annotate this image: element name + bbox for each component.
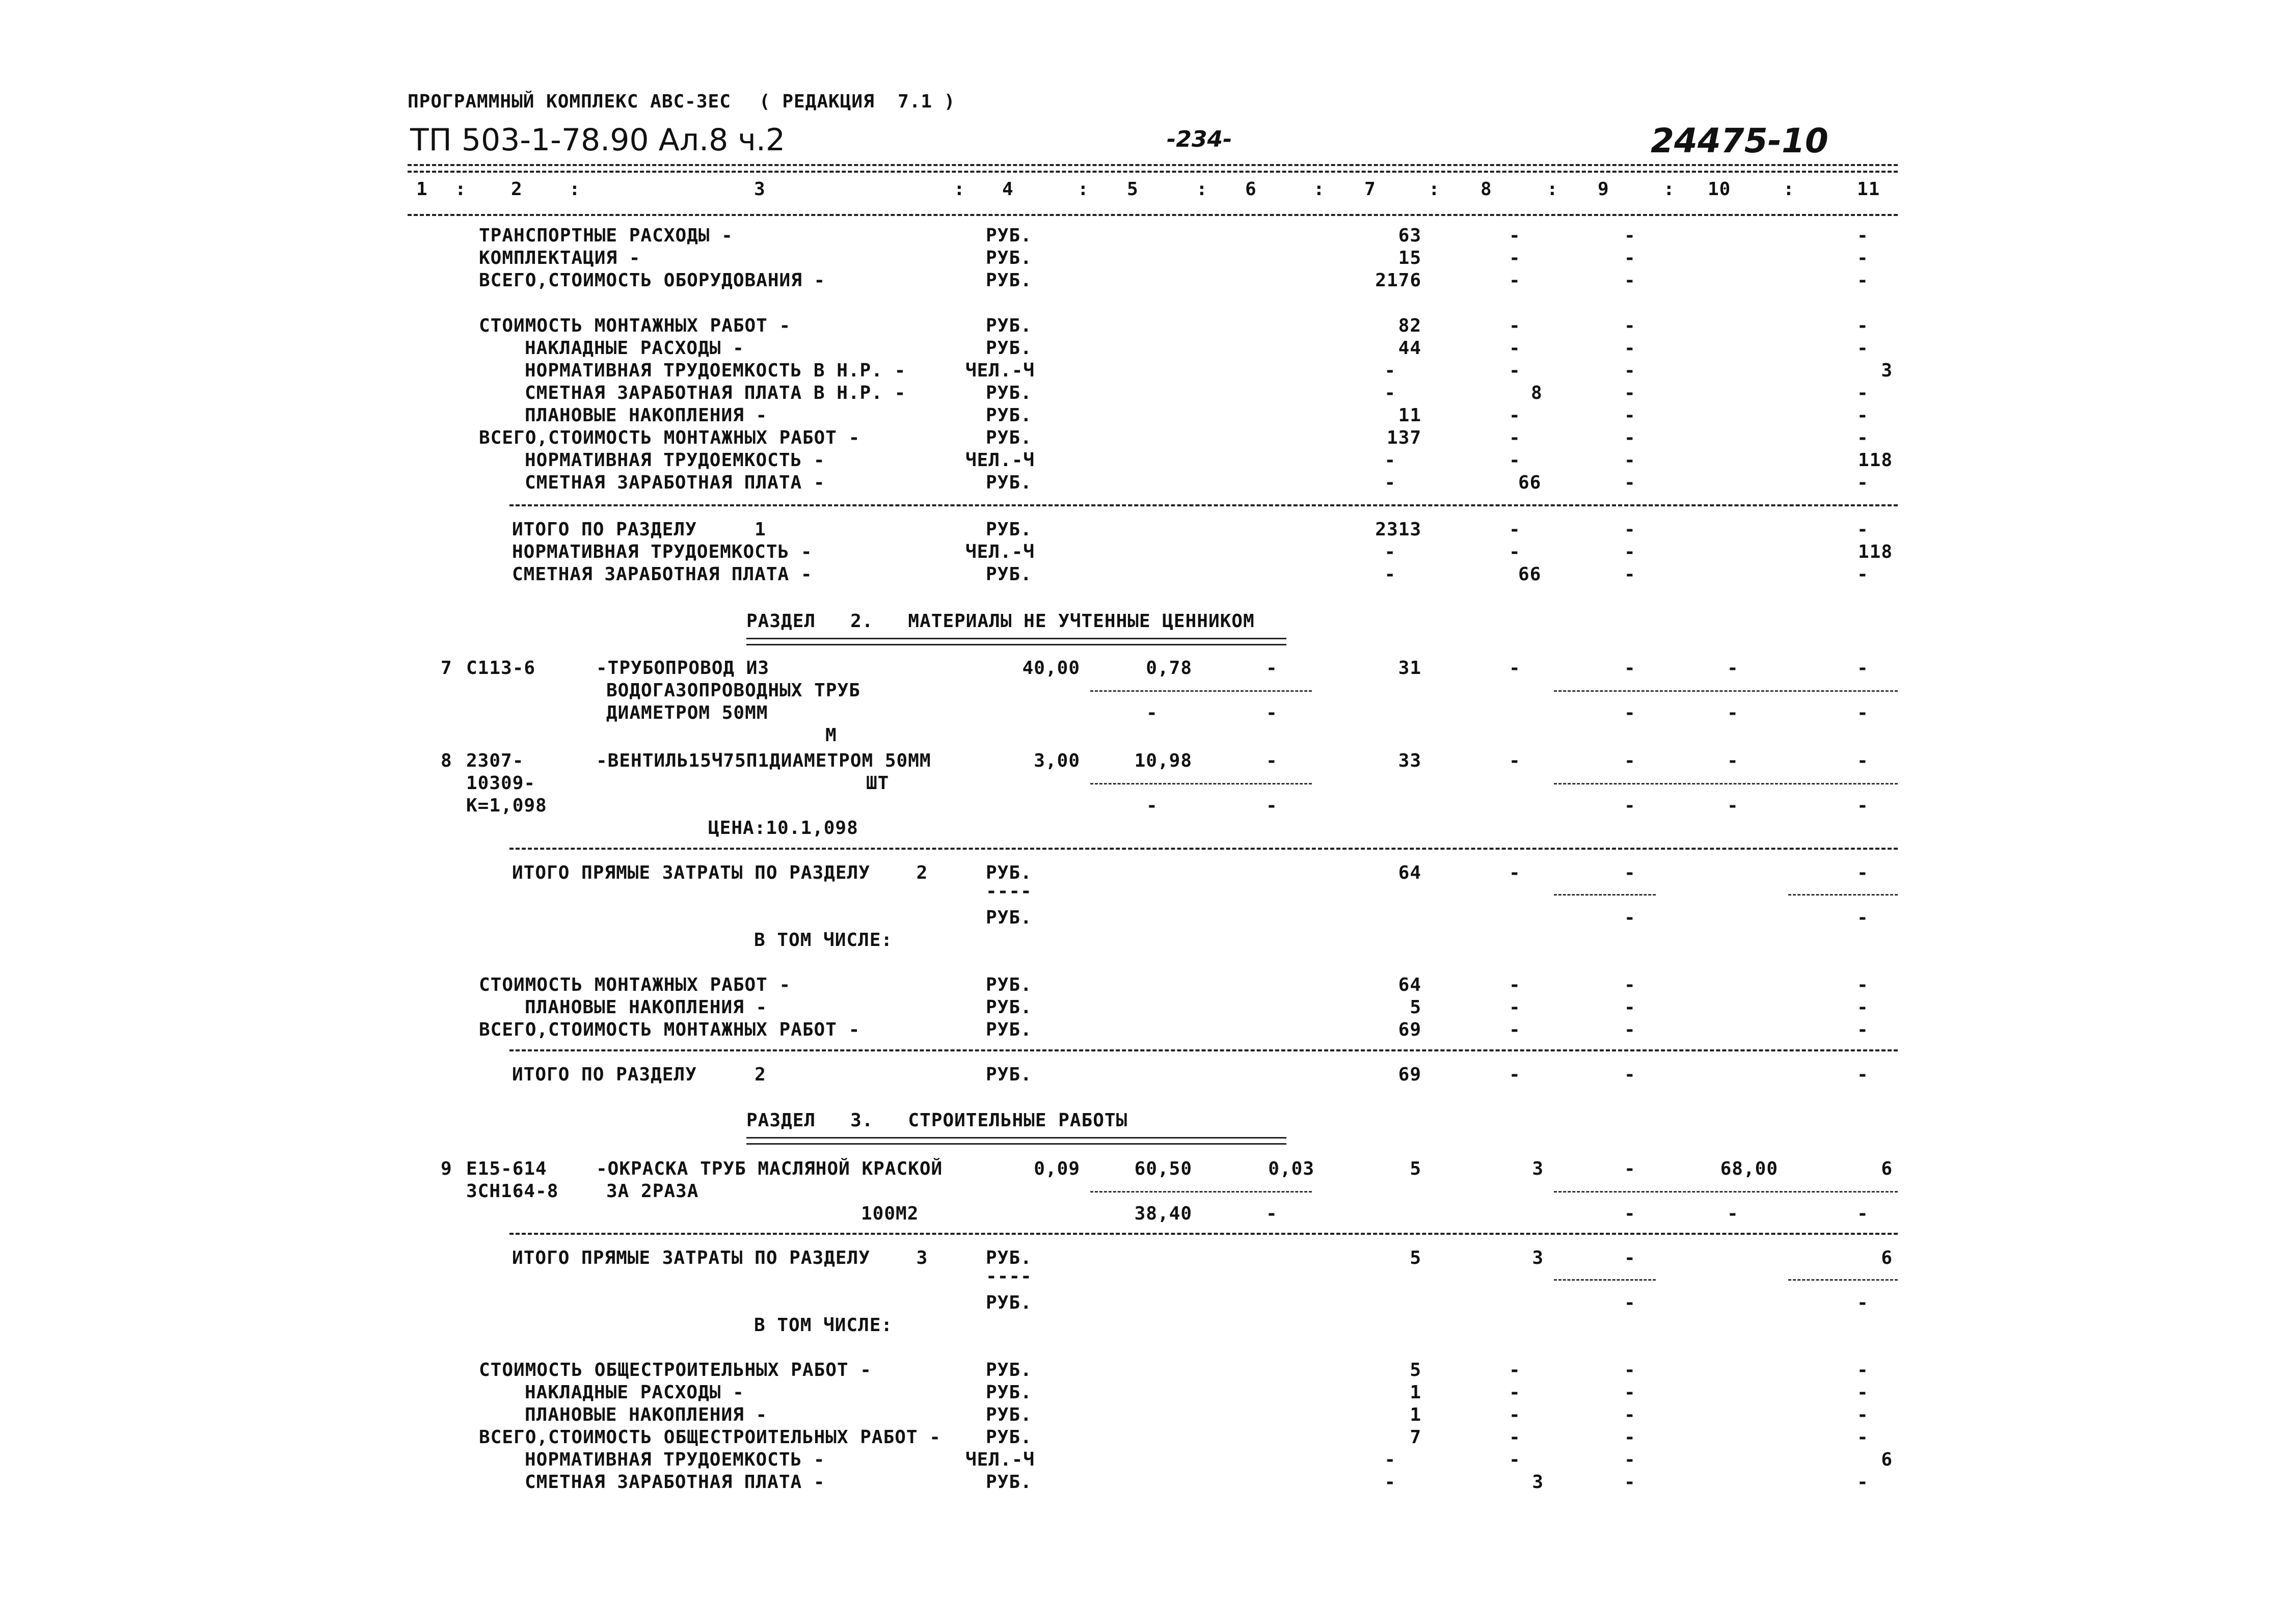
- item-code: 10309-: [466, 773, 536, 794]
- row-col9: -: [1624, 338, 1636, 359]
- row-unit: РУБ.: [986, 1360, 1032, 1381]
- total-unit: РУБ.: [986, 519, 1032, 540]
- item-code: ЗСН164-8: [466, 1181, 559, 1202]
- item-r2-col6: -: [1266, 795, 1278, 816]
- item-desc-line: -ВЕНТИЛЬ15Ч75П1ДИАМЕТРОМ 50ММ: [596, 750, 931, 771]
- row-label: ВСЕГО,СТОИМОСТЬ ОБОРУДОВАНИЯ -: [479, 270, 826, 291]
- item-number: 9: [441, 1158, 452, 1179]
- row-col8: -: [1509, 1404, 1521, 1425]
- item-col11: -: [1857, 658, 1869, 679]
- total-label: ИТОГО ПО РАЗДЕЛУ 1: [512, 519, 766, 540]
- row-col8: -: [1509, 975, 1521, 995]
- project-number: ТП 503-1-78.90 Ал.8 ч.2: [410, 122, 786, 158]
- item-r2-col5: -: [1146, 702, 1158, 723]
- total-col8: 66: [1518, 564, 1542, 585]
- section2-direct-rule: [509, 848, 1898, 850]
- header-rule-top: [408, 164, 1898, 166]
- total-col7: -: [1384, 542, 1396, 562]
- total-col11: -: [1857, 519, 1869, 540]
- row-col11: -: [1857, 1427, 1869, 1448]
- total-unit: РУБ.: [986, 1064, 1032, 1085]
- total-label: НОРМАТИВНАЯ ТРУДОЕМКОСТЬ -: [512, 542, 813, 562]
- including-label: В ТОМ ЧИСЛЕ:: [754, 1315, 893, 1336]
- row-col7: 2176: [1375, 270, 1421, 291]
- row-col11: -: [1857, 1472, 1869, 1493]
- row-label: ВСЕГО,СТОИМОСТЬ МОНТАЖНЫХ РАБОТ -: [479, 427, 860, 448]
- program-name: ПРОГРАММНЫЙ КОМПЛЕКС АВС-3ЕС: [408, 91, 731, 112]
- row-label: НАКЛАДНЫЕ РАСХОДЫ -: [525, 1382, 744, 1403]
- row-col11: -: [1857, 248, 1869, 268]
- row-unit: РУБ.: [986, 315, 1032, 336]
- row-col7: 11: [1398, 405, 1421, 426]
- item-desc-line: -ОКРАСКА ТРУБ МАСЛЯНОЙ КРАСКОЙ: [596, 1158, 943, 1179]
- item-code: С113-6: [466, 658, 536, 679]
- direct-total-unit: РУБ.: [986, 862, 1032, 883]
- item-r2-col9: -: [1624, 702, 1636, 723]
- row-col9: -: [1624, 248, 1636, 268]
- direct-total-subrule: [1788, 1279, 1898, 1281]
- row-col11: 6: [1881, 1449, 1893, 1470]
- row-col11: -: [1857, 472, 1869, 493]
- item-col10: -: [1727, 750, 1739, 771]
- row-col11: -: [1857, 270, 1869, 291]
- item-subrule: [1554, 690, 1898, 692]
- item-col6: 0,03: [1268, 1158, 1314, 1179]
- total-col7: 69: [1398, 1064, 1421, 1085]
- item-subrule: [1554, 1191, 1898, 1193]
- direct-total-col11: 6: [1881, 1248, 1893, 1268]
- section2-title: РАЗДЕЛ 2. МАТЕРИАЛЫ НЕ УЧТЕННЫЕ ЦЕННИКОМ: [746, 611, 1255, 632]
- row-label: СМЕТНАЯ ЗАРАБОТНАЯ ПЛАТА -: [525, 1472, 825, 1493]
- item-r2-col11: -: [1857, 795, 1869, 816]
- row-col8: -: [1509, 450, 1521, 471]
- row-unit: РУБ.: [986, 997, 1032, 1018]
- item-col9: -: [1624, 658, 1636, 679]
- item-col10: -: [1727, 658, 1739, 679]
- col-num-3: 3: [754, 179, 766, 200]
- direct-total-unit-2: РУБ.: [986, 907, 1032, 928]
- item-price: ЦЕНА:10.1,098: [708, 818, 858, 838]
- row-col9: -: [1624, 427, 1636, 448]
- row-col8: -: [1509, 1382, 1521, 1403]
- row-col7: -: [1384, 1449, 1396, 1470]
- row-label: НОРМАТИВНАЯ ТРУДОЕМКОСТЬ -: [525, 1449, 825, 1470]
- direct-total-subrule: [1554, 894, 1656, 896]
- item-col9: -: [1624, 750, 1636, 771]
- row-col8: 66: [1518, 472, 1542, 493]
- header-rule-bottom: [408, 214, 1898, 216]
- row-col9: -: [1624, 1449, 1636, 1470]
- row-col9: -: [1624, 1404, 1636, 1425]
- total-col7: -: [1384, 564, 1396, 585]
- row-col9: -: [1624, 1360, 1636, 1381]
- row-col8: -: [1509, 315, 1521, 336]
- item-col4: 40,00: [1022, 658, 1080, 679]
- item-r2-col6: -: [1266, 1203, 1278, 1224]
- row-col11: -: [1857, 225, 1869, 246]
- col-sep: :: [569, 179, 581, 200]
- row-col9: -: [1624, 975, 1636, 995]
- row-col8: -: [1509, 997, 1521, 1018]
- row-col11: -: [1857, 338, 1869, 359]
- direct-total-col9: -: [1624, 1248, 1636, 1268]
- item-unit: 100М2: [861, 1203, 919, 1224]
- item-col7: 31: [1398, 658, 1421, 679]
- total-col7: 2313: [1375, 519, 1421, 540]
- section3-direct-rule: [509, 1233, 1898, 1235]
- direct-total-unit-2: РУБ.: [986, 1292, 1032, 1313]
- row-col7: 137: [1386, 427, 1421, 448]
- item-number: 8: [441, 750, 452, 771]
- item-r2-col10: -: [1727, 1203, 1739, 1224]
- col-num-9: 9: [1598, 179, 1609, 200]
- row-col9: -: [1624, 225, 1636, 246]
- section2-title-underline: [746, 638, 1286, 645]
- total-col8: -: [1509, 1064, 1521, 1085]
- row-col7: 5: [1410, 997, 1421, 1018]
- direct-total-col7: 5: [1410, 1248, 1421, 1268]
- row-col8: -: [1509, 248, 1521, 268]
- row-col7: 1: [1410, 1404, 1421, 1425]
- section3-title-underline: [746, 1137, 1286, 1145]
- row-unit: РУБ.: [986, 248, 1032, 268]
- row-col11: -: [1857, 1404, 1869, 1425]
- total-label: ИТОГО ПО РАЗДЕЛУ 2: [512, 1064, 766, 1085]
- row-col9: -: [1624, 450, 1636, 471]
- item-r2-col6: -: [1266, 702, 1278, 723]
- item-r2-col5: 38,40: [1134, 1203, 1192, 1224]
- col-num-6: 6: [1245, 179, 1257, 200]
- item-r2-col10: -: [1727, 702, 1739, 723]
- row-unit: РУБ.: [986, 975, 1032, 995]
- row-unit: РУБ.: [986, 1472, 1032, 1493]
- col-sep: :: [1078, 179, 1089, 200]
- direct-total-col9: -: [1624, 862, 1636, 883]
- col-num-1: 1: [416, 179, 428, 200]
- row-unit: РУБ.: [986, 1382, 1032, 1403]
- direct-total-col11: -: [1857, 862, 1869, 883]
- row-label: ВСЕГО,СТОИМОСТЬ МОНТАЖНЫХ РАБОТ -: [479, 1019, 860, 1040]
- row-col7: 1: [1410, 1382, 1421, 1403]
- row-unit: РУБ.: [986, 427, 1032, 448]
- direct-total-subrule: [1554, 1279, 1656, 1281]
- row-label: ПЛАНОВЫЕ НАКОПЛЕНИЯ -: [525, 1404, 768, 1425]
- row-col9: -: [1624, 472, 1636, 493]
- total-col9: -: [1624, 1064, 1636, 1085]
- col-sep: :: [954, 179, 965, 200]
- item-col8: 3: [1532, 1158, 1544, 1179]
- row-col9: -: [1624, 405, 1636, 426]
- row-col11: -: [1857, 975, 1869, 995]
- row-col8: -: [1509, 1019, 1521, 1040]
- row-col8: 8: [1531, 383, 1543, 403]
- col-num-11: 11: [1857, 179, 1880, 200]
- row-col8: -: [1509, 225, 1521, 246]
- row-label: ПЛАНОВЫЕ НАКОПЛЕНИЯ -: [525, 997, 768, 1018]
- total-col8: -: [1509, 519, 1521, 540]
- item-col10: 68,00: [1720, 1158, 1778, 1179]
- row-unit: ЧЕЛ.-Ч: [965, 360, 1035, 381]
- document-code: 24475-10: [1651, 121, 1828, 160]
- total-col11: -: [1857, 564, 1869, 585]
- row-col9: -: [1624, 360, 1636, 381]
- row-unit: РУБ.: [986, 1019, 1032, 1040]
- direct-total-unit: РУБ.: [986, 1248, 1032, 1268]
- row-col7: 5: [1410, 1360, 1421, 1381]
- col-sep: :: [1313, 179, 1325, 200]
- item-code: Е15-614: [466, 1158, 547, 1179]
- row-col8: 3: [1532, 1472, 1544, 1493]
- total-label: СМЕТНАЯ ЗАРАБОТНАЯ ПЛАТА -: [512, 564, 813, 585]
- item-desc-line: ЗА 2РАЗА: [606, 1181, 699, 1202]
- item-subrule: [1090, 1191, 1312, 1193]
- item-subrule: [1090, 690, 1312, 692]
- item-code: К=1,098: [466, 795, 547, 816]
- row-label: СТОИМОСТЬ ОБЩЕСТРОИТЕЛЬНЫХ РАБОТ -: [479, 1360, 872, 1381]
- total-col11: -: [1857, 1064, 1869, 1085]
- item-r2-col5: -: [1146, 795, 1158, 816]
- col-num-5: 5: [1127, 179, 1139, 200]
- row-col8: -: [1509, 1427, 1521, 1448]
- row-col9: -: [1624, 1382, 1636, 1403]
- row-col11: -: [1857, 1382, 1869, 1403]
- row-unit: РУБ.: [986, 405, 1032, 426]
- page-number: -234-: [1167, 126, 1232, 152]
- item-col11: 6: [1881, 1158, 1893, 1179]
- row-col11: 118: [1858, 450, 1893, 471]
- direct-total-r2-col11: -: [1857, 907, 1869, 928]
- col-num-2: 2: [511, 179, 523, 200]
- direct-total-separator: ----: [986, 1266, 1032, 1287]
- col-sep: :: [455, 179, 467, 200]
- row-col7: 63: [1398, 225, 1421, 246]
- row-col11: -: [1857, 383, 1869, 403]
- row-label: СТОИМОСТЬ МОНТАЖНЫХ РАБОТ -: [479, 315, 791, 336]
- item-r2-col11: -: [1857, 702, 1869, 723]
- col-sep: :: [1196, 179, 1208, 200]
- row-label: СТОИМОСТЬ МОНТАЖНЫХ РАБОТ -: [479, 975, 791, 995]
- row-unit: РУБ.: [986, 1404, 1032, 1425]
- direct-total-col8: -: [1509, 862, 1521, 883]
- item-col7: 5: [1410, 1158, 1421, 1179]
- col-num-7: 7: [1364, 179, 1376, 200]
- direct-total-r2-col9: -: [1624, 907, 1636, 928]
- item-col5: 60,50: [1134, 1158, 1192, 1179]
- item-subrule: [1554, 783, 1898, 784]
- item-r2-col11: -: [1857, 1203, 1869, 1224]
- direct-total-label: ИТОГО ПРЯМЫЕ ЗАТРАТЫ ПО РАЗДЕЛУ 2: [512, 862, 928, 883]
- item-col6: -: [1266, 750, 1278, 771]
- row-col8: -: [1509, 1449, 1521, 1470]
- total-unit: ЧЕЛ.-Ч: [965, 542, 1035, 562]
- total-col9: -: [1624, 564, 1636, 585]
- col-sep: :: [1429, 179, 1440, 200]
- row-label: СМЕТНАЯ ЗАРАБОТНАЯ ПЛАТА -: [525, 472, 825, 493]
- col-num-4: 4: [1002, 179, 1014, 200]
- item-code: 2307-: [466, 750, 524, 771]
- row-col8: -: [1509, 338, 1521, 359]
- row-col8: -: [1509, 405, 1521, 426]
- row-label: НОРМАТИВНАЯ ТРУДОЕМКОСТЬ -: [525, 450, 825, 471]
- row-label: ПЛАНОВЫЕ НАКОПЛЕНИЯ -: [525, 405, 768, 426]
- item-r2-col9: -: [1624, 795, 1636, 816]
- item-r2-col9: -: [1624, 1203, 1636, 1224]
- row-col7: 64: [1398, 975, 1421, 995]
- row-label: ТРАНСПОРТНЫЕ РАСХОДЫ -: [479, 225, 733, 246]
- direct-total-r2-col9: -: [1624, 1292, 1636, 1313]
- row-unit: РУБ.: [986, 383, 1032, 403]
- row-col8: -: [1509, 1360, 1521, 1381]
- row-col11: 3: [1881, 360, 1893, 381]
- row-col7: -: [1384, 472, 1396, 493]
- row-col7: -: [1384, 383, 1396, 403]
- row-unit: РУБ.: [986, 225, 1032, 246]
- item-desc-line: ДИАМЕТРОМ 50ММ: [606, 702, 768, 723]
- program-edition: ( РЕДАКЦИЯ 7.1 ): [759, 91, 956, 112]
- item-col8: -: [1509, 750, 1521, 771]
- section3-title: РАЗДЕЛ 3. СТРОИТЕЛЬНЫЕ РАБОТЫ: [746, 1110, 1128, 1131]
- row-col8: -: [1509, 360, 1521, 381]
- item-col8: -: [1509, 658, 1521, 679]
- item-col4: 0,09: [1034, 1158, 1080, 1179]
- item-number: 7: [441, 658, 452, 679]
- item-desc-line: -ТРУБОПРОВОД ИЗ: [596, 658, 770, 679]
- item-col5: 0,78: [1146, 658, 1192, 679]
- row-unit: РУБ.: [986, 472, 1032, 493]
- row-col8: -: [1509, 270, 1521, 291]
- item-col6: -: [1266, 658, 1278, 679]
- row-col9: -: [1624, 270, 1636, 291]
- total-col8: -: [1509, 542, 1521, 562]
- col-num-8: 8: [1481, 179, 1492, 200]
- direct-total-label: ИТОГО ПРЯМЫЕ ЗАТРАТЫ ПО РАЗДЕЛУ 3: [512, 1248, 928, 1268]
- row-col7: -: [1384, 360, 1396, 381]
- col-sep: :: [1663, 179, 1675, 200]
- item-col11: -: [1857, 750, 1869, 771]
- row-label: КОМПЛЕКТАЦИЯ -: [479, 248, 641, 268]
- item-unit: М: [825, 725, 837, 746]
- row-col9: -: [1624, 1019, 1636, 1040]
- section1-total-rule: [509, 504, 1898, 506]
- total-col11: 118: [1858, 542, 1893, 562]
- row-unit: ЧЕЛ.-Ч: [965, 450, 1035, 471]
- row-col11: -: [1857, 997, 1869, 1018]
- row-unit: РУБ.: [986, 1427, 1032, 1448]
- item-col4: 3,00: [1034, 750, 1080, 771]
- row-col7: -: [1384, 450, 1396, 471]
- direct-total-subrule: [1788, 894, 1898, 896]
- item-col5: 10,98: [1134, 750, 1192, 771]
- row-label: ВСЕГО,СТОИМОСТЬ ОБЩЕСТРОИТЕЛЬНЫХ РАБОТ -: [479, 1427, 941, 1448]
- col-num-10: 10: [1708, 179, 1731, 200]
- total-col9: -: [1624, 519, 1636, 540]
- row-unit: РУБ.: [986, 270, 1032, 291]
- row-col9: -: [1624, 1427, 1636, 1448]
- row-col11: -: [1857, 1360, 1869, 1381]
- item-col7: 33: [1398, 750, 1421, 771]
- direct-total-col7: 64: [1398, 862, 1421, 883]
- row-col7: 15: [1398, 248, 1421, 268]
- item-subrule: [1090, 783, 1312, 784]
- row-unit: ЧЕЛ.-Ч: [965, 1449, 1035, 1470]
- row-col7: -: [1384, 1472, 1396, 1493]
- including-label: В ТОМ ЧИСЛЕ:: [754, 930, 893, 951]
- row-col7: 44: [1398, 338, 1421, 359]
- direct-total-col8: 3: [1532, 1248, 1544, 1268]
- section2-total-rule: [509, 1049, 1898, 1051]
- row-label: НАКЛАДНЫЕ РАСХОДЫ -: [525, 338, 744, 359]
- row-label: НОРМАТИВНАЯ ТРУДОЕМКОСТЬ В Н.Р. -: [525, 360, 906, 381]
- item-r2-col10: -: [1727, 795, 1739, 816]
- row-col11: -: [1857, 427, 1869, 448]
- row-col7: 82: [1398, 315, 1421, 336]
- direct-total-separator: ----: [986, 881, 1032, 902]
- row-col9: -: [1624, 315, 1636, 336]
- total-unit: РУБ.: [986, 564, 1032, 585]
- row-col11: -: [1857, 1019, 1869, 1040]
- row-col7: 7: [1410, 1427, 1421, 1448]
- col-sep: :: [1783, 179, 1795, 200]
- direct-total-r2-col11: -: [1857, 1292, 1869, 1313]
- row-label: СМЕТНАЯ ЗАРАБОТНАЯ ПЛАТА В Н.Р. -: [525, 383, 906, 403]
- row-unit: РУБ.: [986, 338, 1032, 359]
- row-col11: -: [1857, 315, 1869, 336]
- header-rule-top-2: [408, 171, 1898, 173]
- item-desc-line: ВОДОГАЗОПРОВОДНЫХ ТРУБ: [606, 680, 860, 701]
- row-col7: 69: [1398, 1019, 1421, 1040]
- col-sep: :: [1547, 179, 1558, 200]
- total-col9: -: [1624, 542, 1636, 562]
- item-unit: ШТ: [866, 773, 890, 794]
- row-col9: -: [1624, 1472, 1636, 1493]
- row-col9: -: [1624, 997, 1636, 1018]
- row-col8: -: [1509, 427, 1521, 448]
- row-col9: -: [1624, 383, 1636, 403]
- row-col11: -: [1857, 405, 1869, 426]
- item-col9: -: [1624, 1158, 1636, 1179]
